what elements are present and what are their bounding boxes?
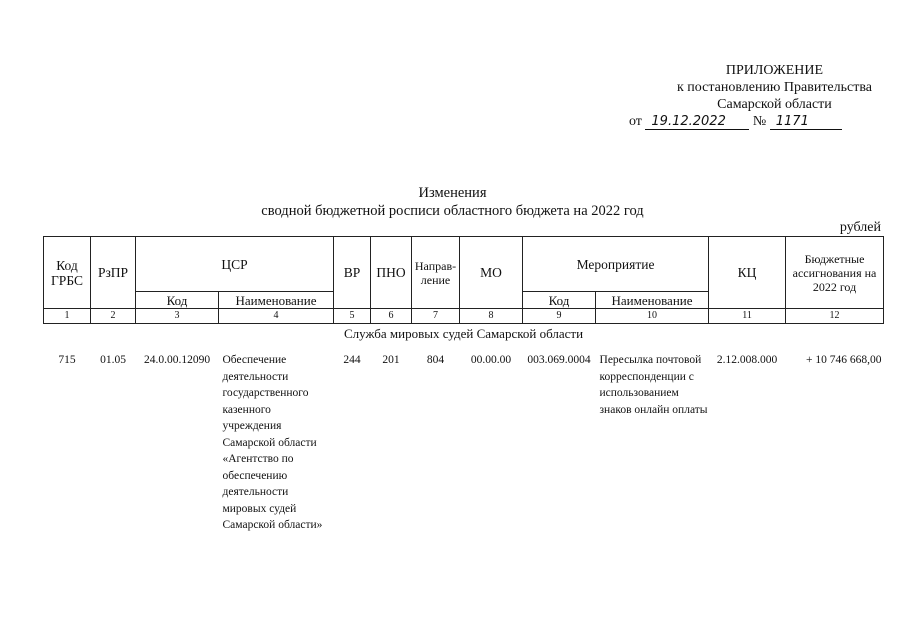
- column-number: 3: [136, 309, 219, 324]
- cell-csr-name: Обеспечение деятельности государственного казенного учреждения Самарской области «Агентство по обеспечению деятельности мировых судей Самарской области»: [222, 354, 323, 531]
- date-prefix: от: [628, 114, 642, 129]
- title-line-1: Изменения: [418, 185, 487, 201]
- column-number: 6: [371, 309, 412, 324]
- header-allocations: Бюджетные ассигнования на 2022 год: [786, 237, 884, 309]
- number-prefix: №: [752, 114, 767, 129]
- header-event-name: Наименование: [596, 292, 709, 309]
- document-title: [0, 184, 905, 220]
- title-line-2: сводной бюджетной росписи областного бюджета на 2022 год: [261, 203, 644, 219]
- column-number: 7: [412, 309, 460, 324]
- cell-grbs: 715: [58, 354, 76, 366]
- cell-amount: + 10 746 668,00: [806, 354, 882, 366]
- header-kc: КЦ: [709, 237, 786, 309]
- currency-unit: рублей: [839, 220, 881, 235]
- cell-event-code: 003.069.0004: [527, 354, 591, 366]
- column-number: 12: [786, 309, 884, 324]
- section-row: [44, 324, 884, 349]
- appendix-date-line: [629, 113, 872, 130]
- column-number: 9: [523, 309, 596, 324]
- header-csr-code: Код: [136, 292, 219, 309]
- decree-number: 1171: [770, 115, 842, 130]
- budget-changes-table: [43, 236, 884, 535]
- column-number: 2: [91, 309, 136, 324]
- header-vr: ВР: [334, 237, 371, 309]
- cell-kc: 2.12.008.000: [716, 354, 778, 366]
- appendix-title: ПРИЛОЖЕНИЕ: [725, 63, 824, 78]
- appendix-header: [628, 62, 872, 130]
- appendix-decree: к постановлению Правительства: [676, 80, 872, 95]
- header-mo: МО: [460, 237, 523, 309]
- column-number-row: [44, 309, 884, 324]
- header-csr: ЦСР: [136, 237, 334, 292]
- cell-vr: 244: [343, 354, 361, 366]
- header-csr-name: Наименование: [219, 292, 334, 309]
- column-number: 8: [460, 309, 523, 324]
- column-number: 5: [334, 309, 371, 324]
- cell-csr-code: 24.0.00.12090: [143, 354, 211, 366]
- column-number: 11: [709, 309, 786, 324]
- column-number: 1: [44, 309, 91, 324]
- cell-pno: 201: [382, 354, 400, 366]
- table-row: [44, 348, 884, 535]
- cell-rzpr: 01.05: [100, 354, 126, 366]
- header-row: [44, 237, 884, 292]
- cell-event-name: Пересылка почтовой корреспонденции с использованием знаков онлайн оплаты: [599, 354, 708, 416]
- header-pno: ПНО: [371, 237, 412, 309]
- column-number: 10: [596, 309, 709, 324]
- header-direction: Направ-ление: [412, 237, 460, 309]
- appendix-region: Самарской области: [717, 97, 832, 112]
- column-number: 4: [219, 309, 334, 324]
- cell-mo: 00.00.00: [470, 354, 512, 366]
- header-event: Мероприятие: [523, 237, 709, 292]
- decree-date: 19.12.2022: [645, 115, 749, 130]
- header-event-code: Код: [523, 292, 596, 309]
- header-grbs: Код ГРБС: [44, 237, 91, 309]
- header-rzpr: РзПР: [91, 237, 136, 309]
- cell-direction: 804: [426, 354, 445, 366]
- section-title: Служба мировых судей Самарской области: [343, 326, 584, 341]
